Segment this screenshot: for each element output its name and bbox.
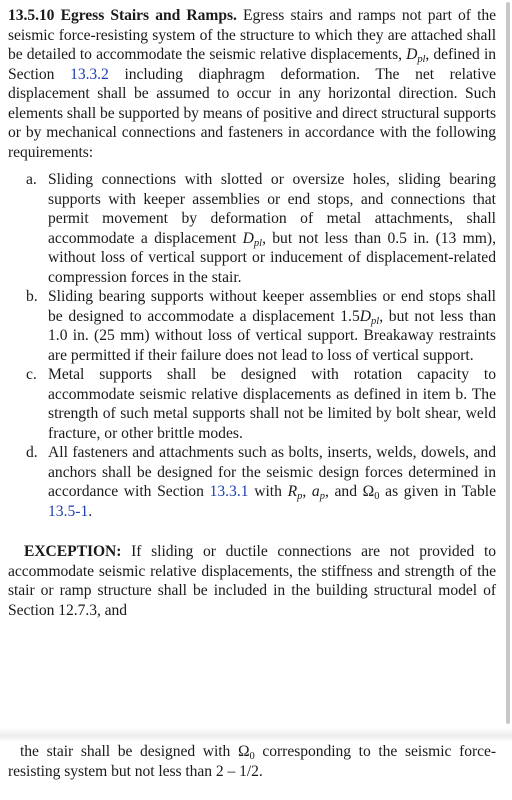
section-link-13-3-1[interactable]: 13.3.1 xyxy=(209,483,249,500)
next-page-continuation xyxy=(8,742,496,781)
list-item-d xyxy=(8,443,496,521)
page-separator xyxy=(0,728,512,742)
page-text xyxy=(8,6,496,620)
item-d-text-1: All fasteners and attachments such as bolts, inserts, welds, dowels, and anchors shall be designed for the seismic design forces determined in accordance with Section xyxy=(48,444,496,500)
ap-subscript: p xyxy=(319,491,325,502)
continuation-paragraph xyxy=(8,742,496,781)
intro-text-1: Egress stairs and ramps not part of the seismic force-resisting system of the structure to which they are attached shall be detailed to accommodate the seismic relative displacements, xyxy=(8,7,497,63)
dpl-subscript: pl xyxy=(417,54,426,65)
item-marker-d: d. xyxy=(26,444,38,461)
section-link-13-3-2[interactable]: 13.3.2 xyxy=(70,65,109,83)
intro-text-2: , defined in Section xyxy=(8,46,496,83)
item-d-text-3: , xyxy=(302,483,312,500)
item-b-dpl-subscript: pl xyxy=(371,315,380,327)
omega-subscript: 0 xyxy=(374,491,380,502)
item-d-text-5: as given in Table xyxy=(379,483,496,500)
continuation-omega-subscript: 0 xyxy=(249,751,255,762)
item-d-text-6: . xyxy=(88,502,93,520)
scrollbar[interactable] xyxy=(506,2,510,724)
item-b-dpl-symbol: D xyxy=(359,307,372,325)
exception-label: EXCEPTION: xyxy=(24,543,122,560)
item-d-text-2: with xyxy=(248,483,288,500)
item-b-text-1: Sliding bearing supports without keeper assemblies or end stops shall be designed to accommodate a displacement 1.5 xyxy=(48,288,496,325)
dpl-symbol: D xyxy=(406,46,418,63)
section-intro xyxy=(8,6,496,162)
item-b-text-2: , but not less than 1.0 in. (25 mm) without loss of vertical support. Breakaway restraints are permitted if their failure does not lead to loss of vertical support. xyxy=(48,307,496,364)
ap-symbol: a xyxy=(311,483,320,500)
continuation-omega-symbol: Ω xyxy=(237,743,250,760)
item-marker-b: b. xyxy=(26,288,38,305)
item-marker-c: c. xyxy=(26,366,37,383)
omega-symbol: Ω xyxy=(362,483,375,500)
intro-text-3: including diaphragm deformation. The net relative displacement shall be assumed to occur in any horizontal direction. Such elements shall be supported by means of positive and direct structural supports or by mechanical connections and fasteners in accordance with the following requirements: xyxy=(8,65,496,161)
table-link-13-5-1[interactable]: 13.5-1 xyxy=(48,502,89,520)
list-item-b xyxy=(8,287,496,365)
list-item-c xyxy=(8,365,496,443)
continuation-text-2: corresponding to the seismic force-resisting system but not less than 2 – 1/2. xyxy=(8,743,496,780)
item-a-dpl-symbol: D xyxy=(242,229,254,247)
list-item-a xyxy=(8,170,496,287)
requirements-list xyxy=(8,170,496,521)
exception-text: If sliding or ductile connections are not provided to accommodate seismic relative displacements, the stiffness and strength of the stair or ramp structure shall be included in the building structural model of Section 12.7.3, and xyxy=(8,543,496,619)
item-a-text-2: , but not less than 0.5 in. (13 mm), without loss of vertical support or inducement of displacement-related compression forces in the stair. xyxy=(48,229,496,286)
item-a-text-1: Sliding connections with slotted or oversize holes, sliding bearing supports with keeper assemblies or end stops, and connections that permit movement by deformation of metal attachments, shall accommodate a displacement xyxy=(48,171,496,247)
rp-symbol: R xyxy=(287,483,298,500)
rp-subscript: p xyxy=(297,491,303,502)
item-marker-a: a. xyxy=(26,171,37,188)
item-c-text: Metal supports shall be designed with rotation capacity to accommodate seismic relative displacements as defined in item b. The strength of such metal supports shall not be limited by bolt shear, weld fracture, or other brittle modes. xyxy=(48,366,496,442)
continuation-text-1: the stair shall be designed with xyxy=(20,743,238,760)
item-d-text-4: , and xyxy=(324,483,363,500)
exception-paragraph xyxy=(8,542,496,620)
section-heading: 13.5.10 Egress Stairs and Ramps. xyxy=(8,7,237,24)
item-a-dpl-subscript: pl xyxy=(253,237,263,249)
